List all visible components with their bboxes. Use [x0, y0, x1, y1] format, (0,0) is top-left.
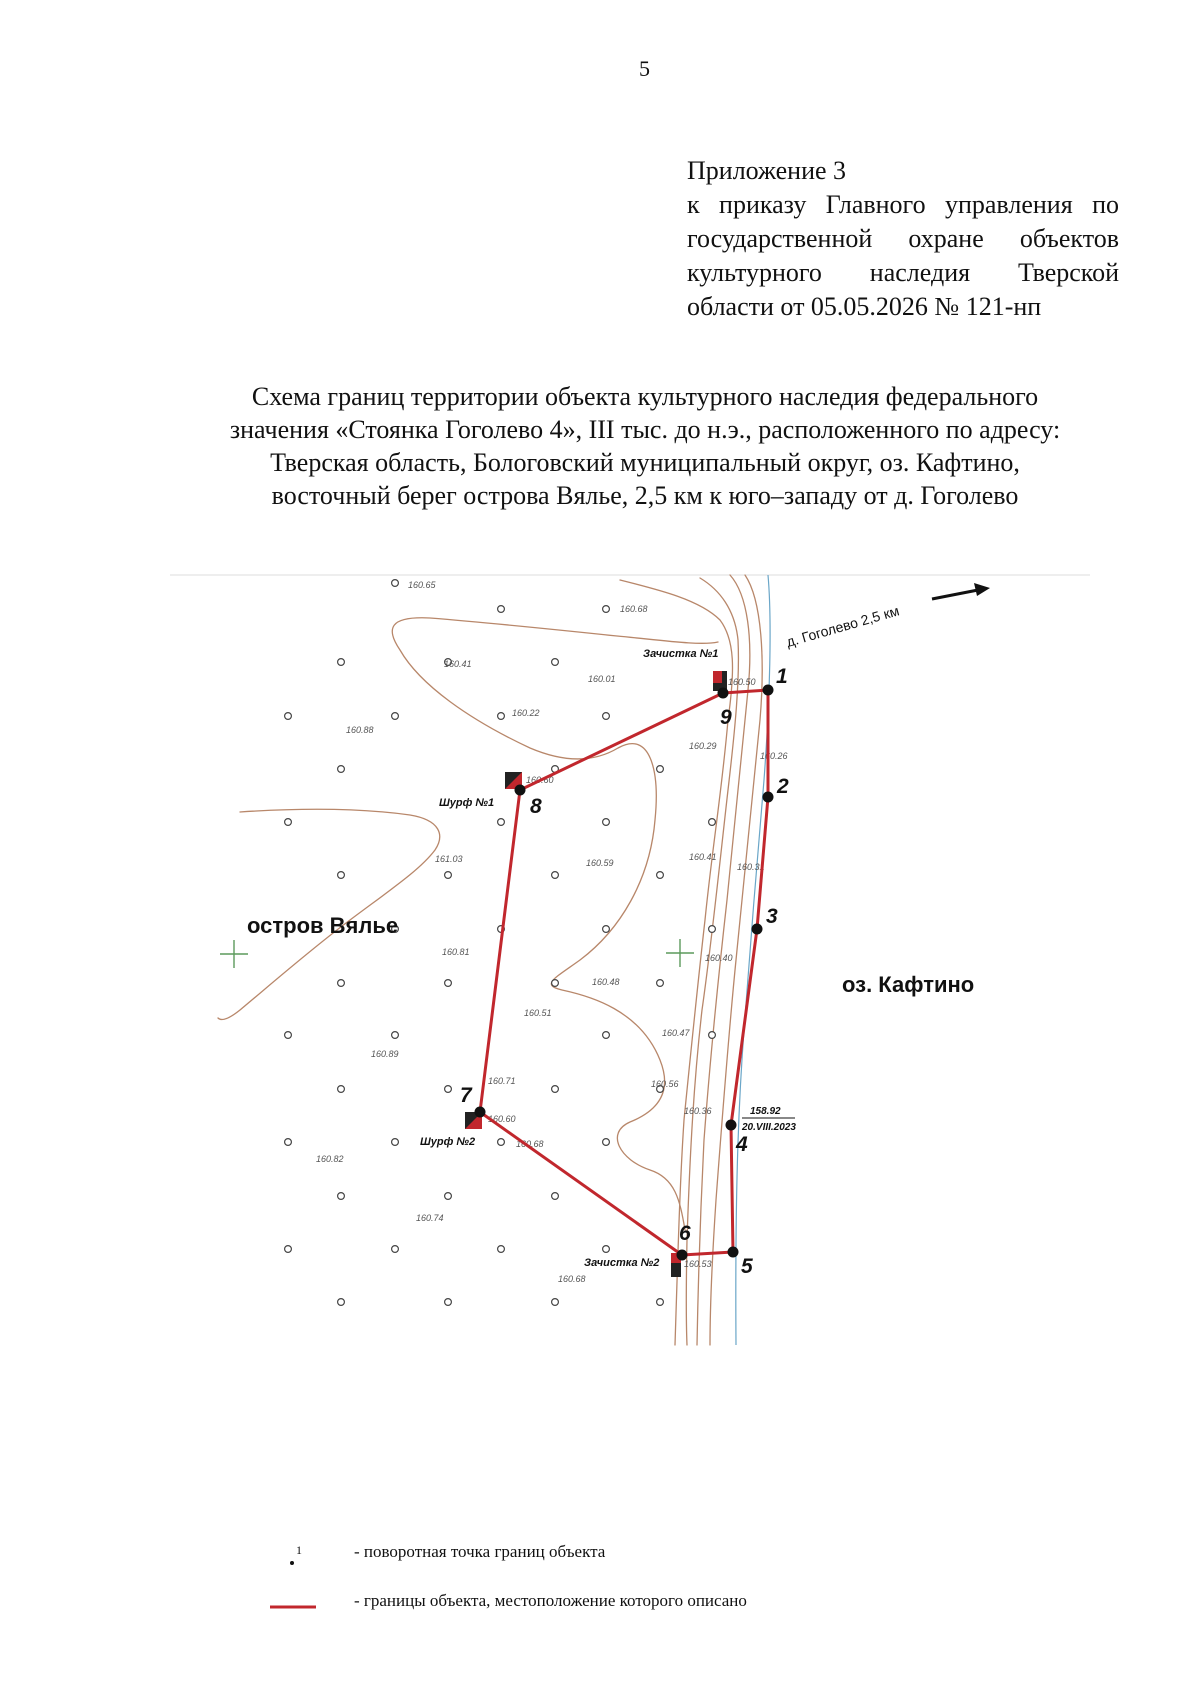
title-line: Схема границ территории объекта культурного наследия федерального: [251, 382, 1039, 411]
elevation-label: 160.26: [760, 751, 788, 761]
appendix-block: [687, 154, 1119, 324]
point-label: 4: [736, 1133, 748, 1156]
turning-point: [718, 688, 729, 699]
turning-point: [677, 1250, 688, 1261]
legend-line-row: [262, 1585, 882, 1625]
direction-label: д. Гоголево 2,5 км: [784, 602, 901, 650]
page-number: 5: [639, 56, 650, 81]
point-label: 8: [530, 795, 542, 818]
elevation-label: 160.50: [728, 677, 756, 687]
elevation-label: 160.60: [526, 775, 554, 785]
title-line: Тверская область, Бологовский муниципальный округ, оз. Кафтино,: [270, 448, 1020, 477]
zachistka-1-label: Зачистка №1: [643, 648, 719, 660]
point-label: 5: [741, 1255, 753, 1278]
appendix-line: государственной охране объектов: [687, 224, 1119, 253]
elevation-label: 160.65: [408, 580, 436, 590]
elevation-label: 160.89: [371, 1049, 399, 1059]
shurf-2-label: Шурф №2: [420, 1136, 476, 1148]
elevation-label: 160.60: [488, 1114, 516, 1124]
elevation-label: 160.82: [316, 1154, 344, 1164]
legend-point-symbol-label: 1: [296, 1543, 302, 1557]
elevation-label: 160.81: [442, 947, 470, 957]
turning-point-symbol-icon: [262, 1536, 322, 1576]
elevation-label: 160.51: [524, 1008, 552, 1018]
point-label: 2: [777, 775, 789, 798]
boundary-map: [0, 570, 1200, 1360]
point-label: 1: [776, 665, 788, 688]
turning-point: [752, 924, 763, 935]
appendix-line: области от 05.05.2026 № 121-нп: [687, 292, 1042, 321]
elevation-label: 160.22: [512, 708, 540, 718]
turning-point: [726, 1120, 737, 1131]
turning-point-labels: [460, 665, 789, 1278]
point-label: 9: [720, 706, 732, 729]
elevation-label: 160.56: [651, 1079, 679, 1089]
elevation-label: 160.48: [592, 977, 620, 987]
elevation-label: 160.68: [558, 1274, 586, 1284]
benchmark-value: 158.92: [750, 1106, 781, 1117]
point-label: 7: [460, 1084, 472, 1107]
title-line: значения «Стоянка Гоголево 4», III тыс. до н.э., расположенного по адресу:: [229, 415, 1061, 444]
turning-point: [728, 1247, 739, 1258]
elevation-label: 160.71: [488, 1076, 516, 1086]
elevation-label: 160.41: [689, 852, 717, 862]
point-label: 3: [766, 905, 778, 928]
document-title: [150, 380, 1140, 512]
appendix-line: Приложение 3: [687, 156, 847, 185]
point-label: 6: [679, 1222, 691, 1245]
title-line: восточный берег острова Вялье, 2,5 км к юго–западу от д. Гоголево: [271, 481, 1019, 510]
appendix-line: культурного наследия Тверской: [687, 258, 1119, 287]
elevation-label: 160.29: [689, 741, 717, 751]
elevation-label: 160.36: [684, 1106, 712, 1116]
shurf-1-label: Шурф №1: [439, 797, 495, 809]
elevation-label: 160.53: [684, 1259, 712, 1269]
turning-points: [475, 685, 774, 1261]
elevation-label: 160.68: [620, 604, 648, 614]
elevation-label: 161.03: [435, 854, 463, 864]
legend-line-text: - границы объекта, местоположение которого описано: [354, 1591, 747, 1610]
lake-label: оз. Кафтино: [842, 972, 975, 997]
benchmark-date: 20.VIII.2023: [742, 1122, 796, 1133]
turning-point: [763, 685, 774, 696]
boundary-line-symbol-icon: [262, 1585, 322, 1625]
elevation-label: 160.47: [662, 1028, 690, 1038]
legend-point-row: [262, 1536, 882, 1576]
water-level-benchmark: [741, 1106, 796, 1133]
elevation-label: 160.31: [737, 862, 765, 872]
appendix-line: к приказу Главного управления по: [687, 190, 1119, 219]
object-boundary: [480, 690, 768, 1255]
zachistka-2-label: Зачистка №2: [584, 1257, 660, 1269]
turning-point: [763, 792, 774, 803]
elevation-label: 160.41: [444, 659, 472, 669]
elevation-label: 160.68: [516, 1139, 544, 1149]
turning-point: [515, 785, 526, 796]
elevation-label: 160.01: [588, 674, 616, 684]
elevation-label: 160.74: [416, 1213, 444, 1223]
legend-point-text: - поворотная точка границ объекта: [354, 1542, 606, 1561]
elevation-label: 160.88: [346, 725, 374, 735]
elevation-label: 160.59: [586, 858, 614, 868]
excavation-markers: [465, 671, 727, 1277]
elevation-label: 160.40: [705, 953, 733, 963]
direction-arrow-icon: [932, 583, 990, 599]
turning-point: [475, 1107, 486, 1118]
island-label: остров Вялье: [247, 913, 399, 938]
